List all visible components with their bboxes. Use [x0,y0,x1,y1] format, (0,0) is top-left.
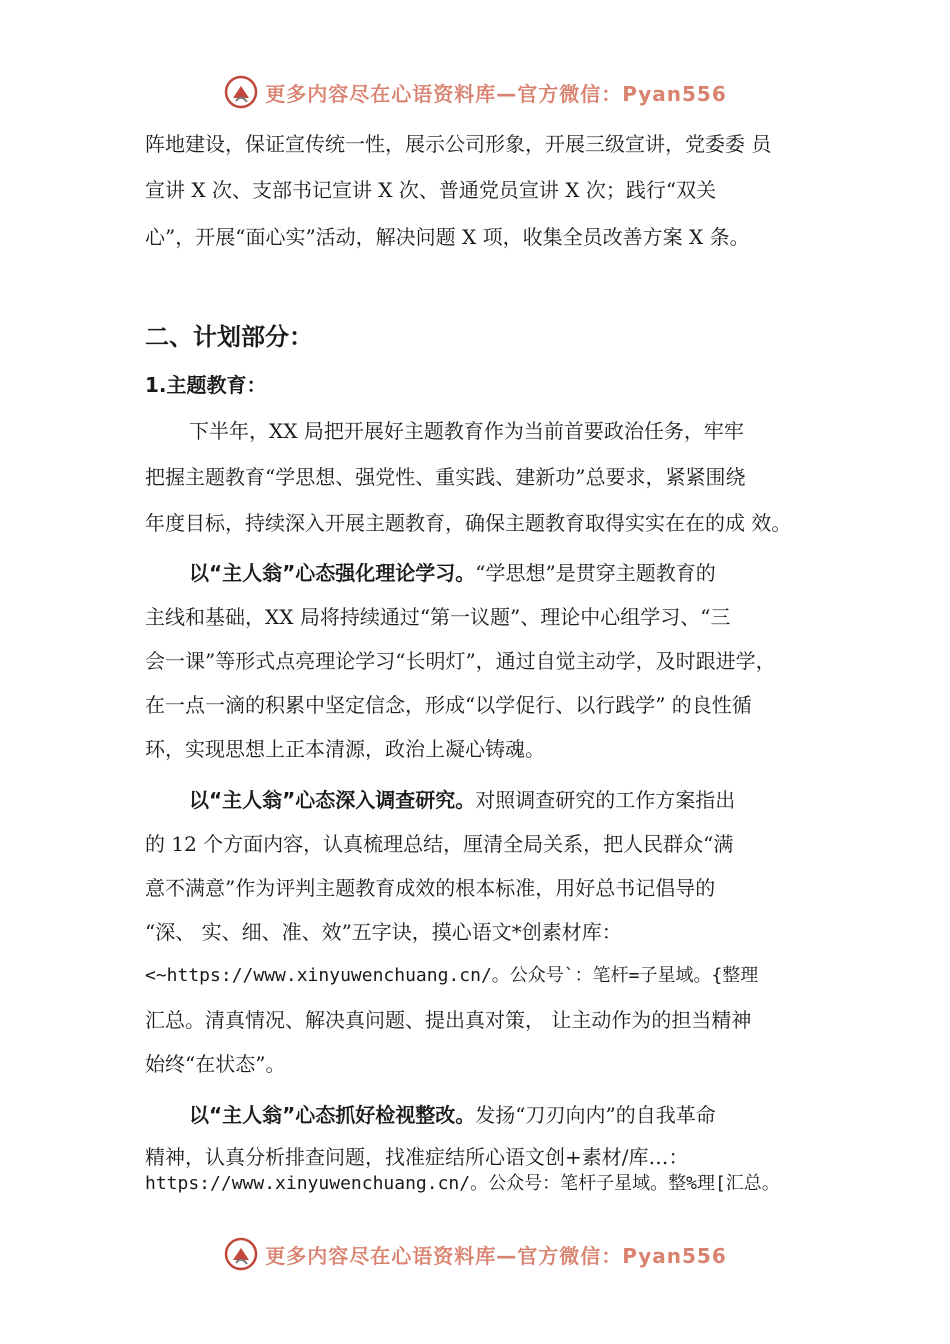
paragraph-line: 汇总。清真情况、解决真问题、提出真对策， 让主动作为的担当精神 [145,1008,752,1032]
paragraph-line: 年度目标，持续深入开展主题教育，确保主题教育取得实实在在的成 效。 [145,511,792,535]
paragraph-text: 发扬“刀刃向内”的自我革命 [475,1103,716,1127]
watermark-text: 更多内容尽在心语资料库—官方微信：Pyan556 [265,81,727,106]
paragraph-line: 精神，认真分析排查问题，找准症结所心语文创+素材/库…： [145,1145,689,1169]
brand-logo-icon [223,74,259,110]
paragraph-line: https://www.xinyuwenchuang.cn/。公众号：笔杆子星域。整%理[汇总。 [145,1173,780,1194]
watermark-banner-top [0,70,950,114]
paragraph-first-line [189,1101,716,1129]
paragraph-line: 环，实现思想上正本清源，政治上凝心铸魂。 [145,737,545,761]
paragraph-line: 把握主题教育“学思想、强党性、重实践、建新功”总要求，紧紧围绕 [145,465,746,489]
watermark-banner-bottom [0,1232,950,1276]
intro-line: 心”，开展“面心实”活动，解决问题 X 项，收集全员改善方案 X 条。 [145,225,750,249]
paragraph-lead: 以“主人翁”心态深入调查研究。 [189,788,476,812]
paragraph-lead: 以“主人翁”心态抓好检视整改。 [189,1103,476,1127]
paragraph-text: “学思想”是贯穿主题教育的 [475,561,716,585]
paragraph-lead: 以“主人翁”心态强化理论学习。 [189,561,476,585]
paragraph-first-line [189,559,716,587]
paragraph-line: 下半年，XX 局把开展好主题教育作为当前首要政治任务，牢牢 [189,419,744,443]
section-heading: 二、计划部分： [145,323,313,351]
intro-line: 宣讲 X 次、支部书记宣讲 X 次、普通党员宣讲 X 次；践行“双关 [145,178,717,202]
paragraph-line: 的 12 个方面内容，认真梳理总结，厘清全局关系，把人民群众“满 [145,832,734,856]
paragraph-line: 会一课”等形式点亮理论学习“长明灯”，通过自觉主动学，及时跟进学， [145,649,776,673]
paragraph-line: 始终“在状态”。 [145,1052,286,1076]
paragraph-line: 意不满意”作为评判主题教育成效的根本标准，用好总书记倡导的 [145,876,716,900]
paragraph-first-line [189,786,735,814]
paragraph-line: 主线和基础，XX 局将持续通过“第一议题”、理论中心组学习、“三 [145,605,731,629]
paragraph-line: “深、 实、细、准、效”五字诀，摸心语文*创素材库： [145,920,622,944]
watermark-text: 更多内容尽在心语资料库—官方微信：Pyan556 [265,1243,727,1268]
brand-logo-icon [223,1236,259,1272]
paragraph-line: 在一点一滴的积累中坚定信念，形成“以学促行、以行践学” 的良性循 [145,693,752,717]
sub-heading: 1.主题教育： [145,373,267,397]
paragraph-text: 对照调查研究的工作方案指出 [475,788,736,812]
paragraph-line: <~https://www.xinyuwenchuang.cn/。公众号`：笔杆=子星域。{整理 [145,965,759,986]
intro-line: 阵地建设，保证宣传统一性，展示公司形象，开展三级宣讲，党委委 员 [145,132,772,156]
